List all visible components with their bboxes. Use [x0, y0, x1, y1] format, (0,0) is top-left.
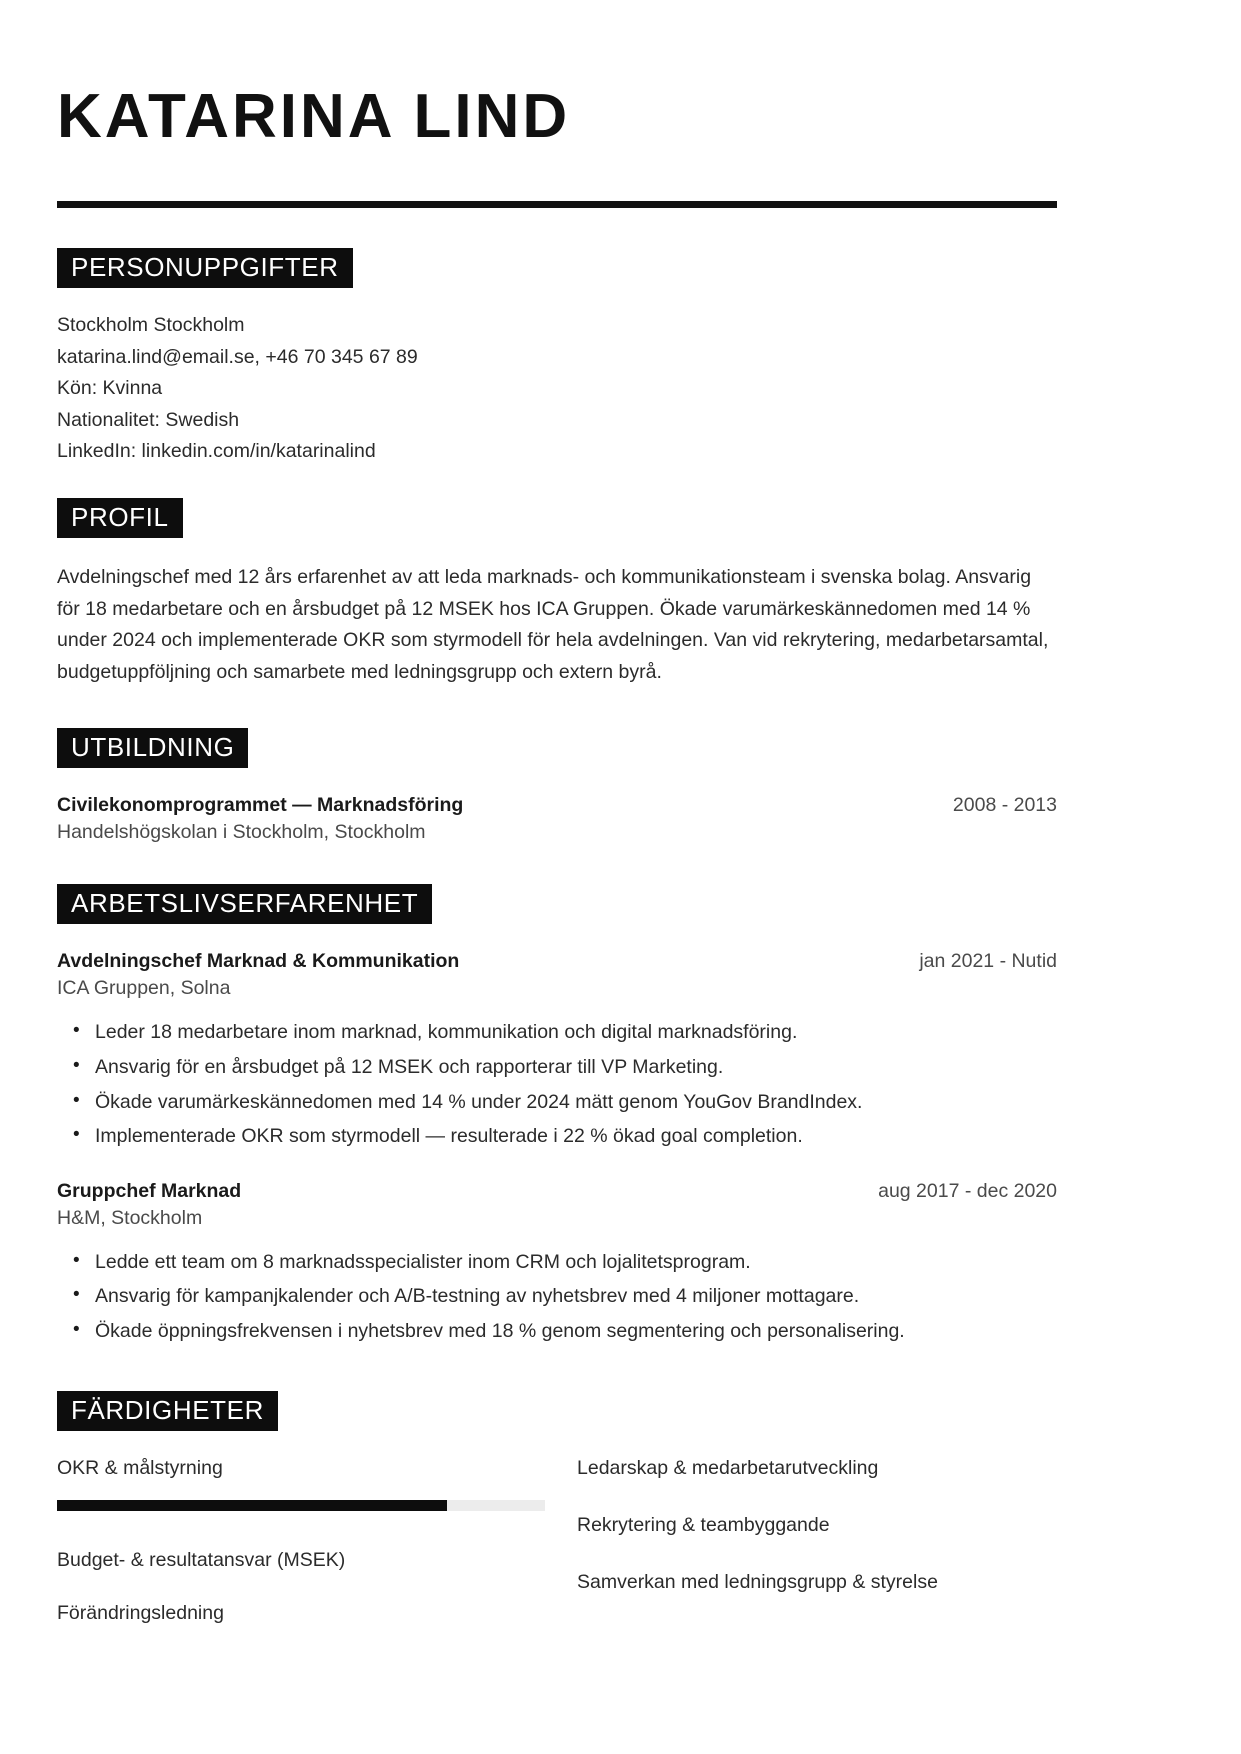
contact-line-linkedin: LinkedIn: linkedin.com/in/katarinalind [57, 440, 376, 463]
section-heading-profile: PROFIL [57, 498, 183, 538]
section-skills [57, 1391, 1057, 1648]
skill-item [577, 1512, 1057, 1539]
experience-bullets [57, 1248, 1057, 1347]
skill-label: Samverkan med ledningsgrupp & styrelse [577, 1571, 938, 1594]
profile-text: Avdelningschef med 12 års erfarenhet av att leda marknads- och kommunikationsteam i svenska bolag. Ansvarig för 18 medarbetare och en årsbudget på 12 MSEK hos ICA Gruppen. Ökade varumärkeskännedomen med 14 % under 2024 och implementerade OKR som styrmodell för hela avdelningen. Van vid rekrytering, medarbetarsamtal, budgetuppföljning och samarbete med ledningsgrupp och extern byrå. [57, 565, 1049, 683]
experience-date: jan 2021 - Nutid [919, 950, 1057, 973]
experience-title: Gruppchef Marknad [57, 1179, 242, 1202]
section-heading-experience: ARBETSLIVSERFARENHET [57, 884, 432, 924]
list-item: • Ledde ett team om 8 marknadsspecialister inom CRM och lojalitetsprogram. [95, 1248, 1057, 1278]
section-heading-education: UTBILDNING [57, 728, 248, 768]
experience-date: aug 2017 - dec 2020 [878, 1179, 1057, 1202]
list-item: • Ansvarig för en årsbudget på 12 MSEK och rapporterar till VP Marketing. [95, 1053, 1057, 1083]
contact-block [57, 310, 1057, 468]
experience-bullets [57, 1018, 1057, 1152]
section-experience [57, 884, 1057, 1346]
skills-column-right [557, 1455, 1057, 1648]
contact-line-email-phone: katarina.lind@email.se, +46 70 345 67 89 [57, 345, 418, 368]
skill-item [577, 1569, 1057, 1596]
skill-item [577, 1455, 1057, 1482]
education-institution: Handelshögskolan i Stockholm, Stockholm [57, 821, 426, 844]
experience-employer: H&M, Stockholm [57, 1206, 203, 1229]
education-title: Civilekonomprogrammet — Marknadsföring [57, 794, 464, 817]
education-date: 2008 - 2013 [952, 794, 1057, 817]
section-education [57, 728, 1057, 844]
section-heading-skills: FÄRDIGHETER [57, 1391, 278, 1431]
skill-item [57, 1600, 557, 1627]
skill-label: Ledarskap & medarbetarutveckling [577, 1456, 879, 1479]
contact-line-location: Stockholm Stockholm [57, 314, 245, 337]
header-divider [57, 201, 1057, 208]
skills-grid [57, 1455, 1057, 1648]
contact-line-nationality: Nationalitet: Swedish [57, 408, 240, 431]
skill-item [57, 1547, 557, 1574]
education-entry [57, 794, 1057, 844]
list-item: • Implementerade OKR som styrmodell — resulterade i 22 % ökad goal completion. [95, 1122, 1057, 1152]
list-item: • Ökade öppningsfrekvensen i nyhetsbrev med 18 % genom segmentering och personalisering. [95, 1317, 1057, 1347]
section-personal [57, 248, 1057, 468]
skill-progress-track [57, 1500, 545, 1511]
section-heading-personal: PERSONUPPGIFTER [57, 248, 353, 288]
experience-title: Avdelningschef Marknad & Kommunikation [57, 950, 460, 973]
skill-item [57, 1455, 557, 1511]
experience-entry [57, 950, 1057, 1152]
contact-line-gender: Kön: Kvinna [57, 377, 163, 400]
skills-column-left [57, 1455, 557, 1648]
list-item: • Ökade varumärkeskännedomen med 14 % under 2024 mätt genom YouGov BrandIndex. [95, 1088, 1057, 1118]
skill-label: Rekrytering & teambyggande [577, 1513, 830, 1536]
list-item: • Leder 18 medarbetare inom marknad, kommunikation och digital marknadsföring. [95, 1018, 1057, 1048]
page-title: KATARINA LIND [57, 82, 571, 151]
list-item: • Ansvarig för kampanjkalender och A/B-testning av nyhetsbrev med 4 miljoner mottagare. [95, 1282, 1057, 1312]
skill-progress-fill [57, 1500, 447, 1511]
experience-entry [57, 1180, 1057, 1347]
skill-label: OKR & målstyrning [57, 1456, 223, 1479]
skill-label: Budget- & resultatansvar (MSEK) [57, 1548, 346, 1571]
experience-employer: ICA Gruppen, Solna [57, 977, 231, 1000]
skill-label: Förändringsledning [57, 1602, 224, 1625]
section-profile [57, 498, 1057, 688]
